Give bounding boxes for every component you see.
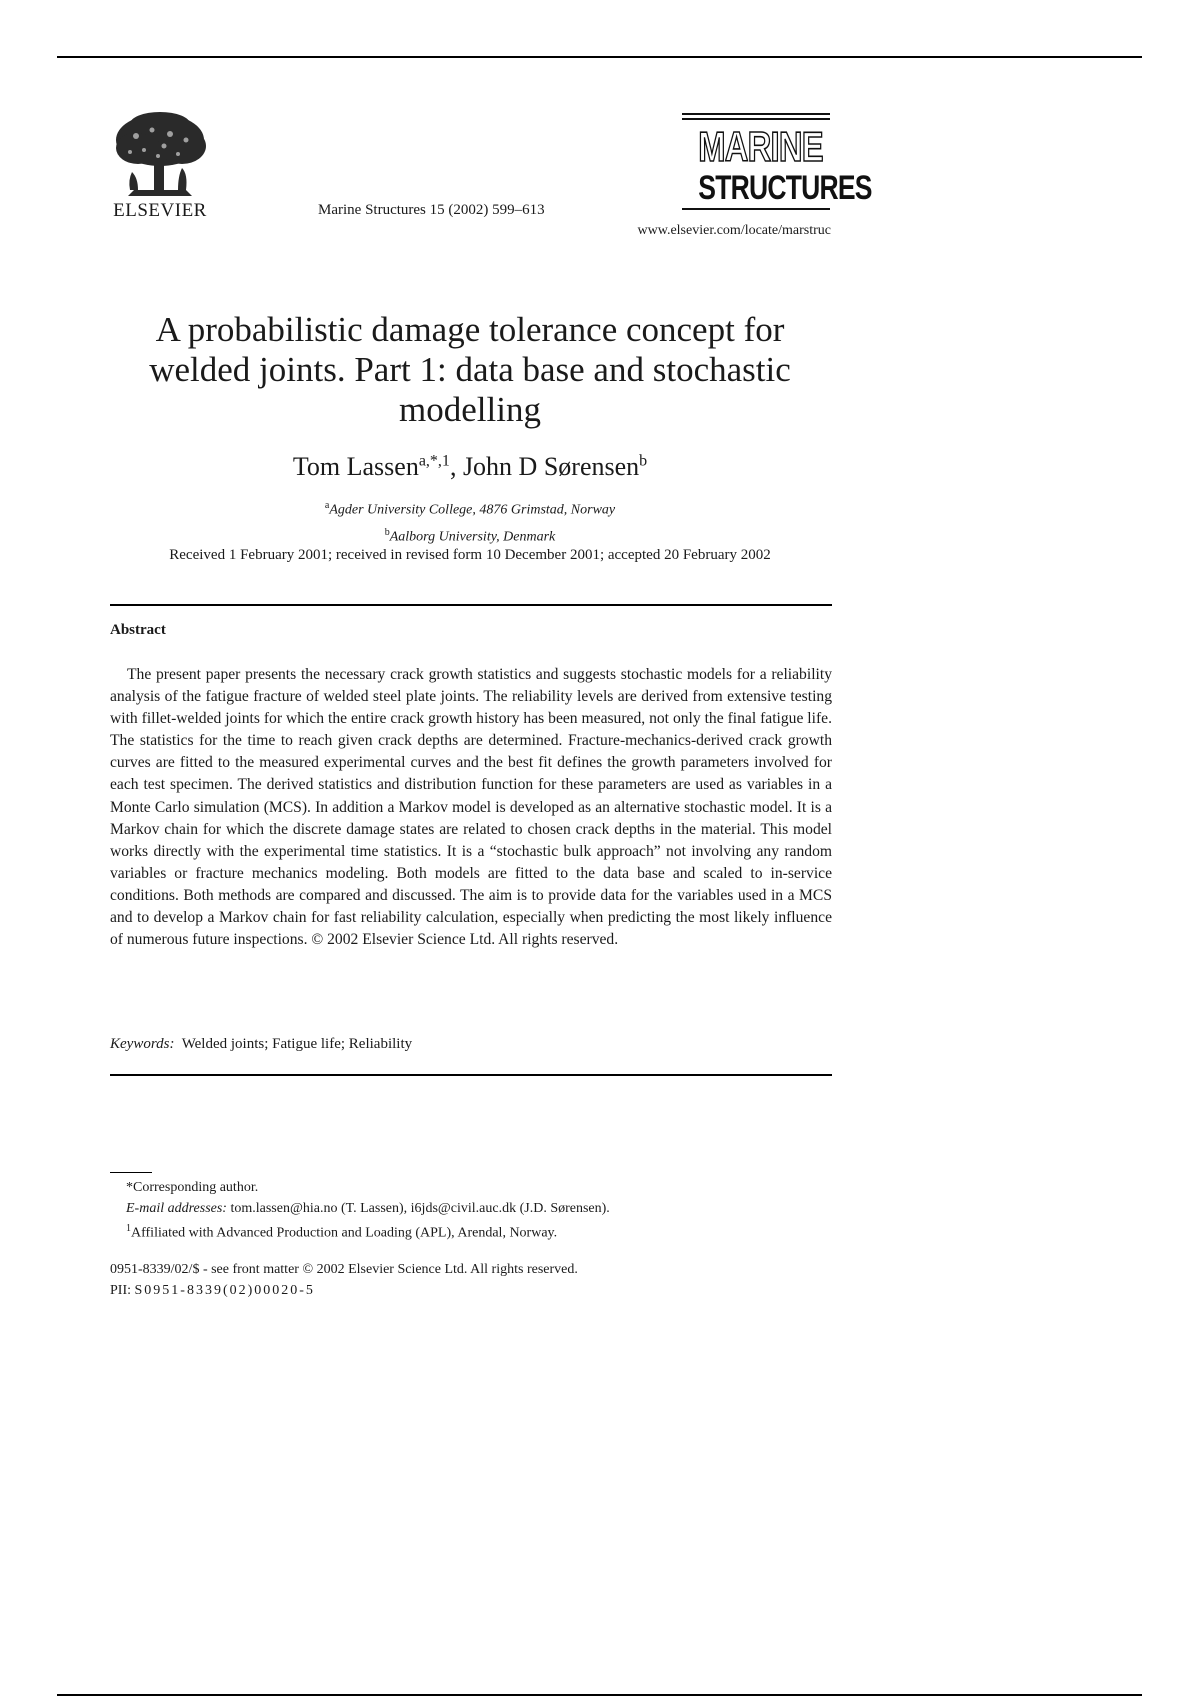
abstract-top-rule (110, 604, 832, 606)
abstract-heading: Abstract (110, 622, 166, 638)
abstract-text: The present paper presents the necessary crack growth statistics and suggests stochastic models for a reliability analysis of the fatigue fracture of welded steel plate joints. The reliability levels are derived from extensive testing with fillet-welded joints for which the entire crack growth history has been measured, not only the final fatigue life. The statistics for the time to reach given crack depths are determined. Fracture-mechanics-derived crack growth curves are fitted to the measured experimental curves and the best fit defines the growth parameters involved for each test specimen. The derived statistics and distribution function for these parameters are used as variables in a Monte Carlo simulation (MCS). In addition a Markov model is developed as an alternative stochastic model. It is a Markov chain for which the discrete damage states are related to chosen crack depths in the material. This model works directly with the experimental time statistics. It is a “stochastic bulk approach” not involving any random variables or fracture mechanics modeling. Both models are fitted to the data base and scaled to in-service conditions. Both methods are compared and discussed. The aim is to provide data for the variables used in a MCS and to develop a Markov chain for fast reliability calculation, especially when predicting the most likely influence of numerous future inspections. © 2002 Elsevier Science Ltd. All rights reserved. (110, 666, 832, 949)
pii-value: S0951-8339(02)00020-5 (134, 1282, 315, 1298)
author-name: John D Sørensen (462, 452, 640, 481)
publisher-name: ELSEVIER (113, 200, 207, 221)
affiliation-mark: a (324, 500, 330, 511)
pii-label: PII: (110, 1282, 131, 1298)
affiliation-item (110, 495, 830, 522)
article-title: A probabilistic damage tolerance concept for welded joints. Part 1: data base and stochastic modelling (149, 310, 791, 429)
journal-url[interactable]: www.elsevier.com/locate/marstruc (637, 223, 831, 238)
affiliation-text: Agder University College, 4876 Grimstad, Norway (329, 502, 616, 518)
footnote-affiliation-text: Affiliated with Advanced Production and Loading (APL), Arendal, Norway. (131, 1225, 558, 1241)
footnote-corresponding: *Corresponding author. (126, 1180, 259, 1195)
journal-citation: Marine Structures 15 (2002) 599–613 (318, 202, 545, 218)
footnote-rule (110, 1172, 152, 1173)
affiliations (110, 495, 830, 548)
page-top-rule (57, 56, 1142, 58)
email-addresses[interactable]: tom.lassen@hia.no (T. Lassen), i6jds@civil.auc.dk (J.D. Sørensen). (230, 1200, 610, 1216)
footnotes (110, 1178, 832, 1244)
received-dates: Received 1 February 2001; received in revised form 10 December 2001; accepted 20 February 2002 (169, 547, 771, 563)
pii-line (110, 1281, 832, 1302)
author-separator: , (449, 452, 463, 481)
author-name: Tom Lassen (292, 452, 419, 481)
keywords-line (110, 1036, 412, 1053)
front-matter-line: 0951-8339/02/$ - see front matter © 2002 Elsevier Science Ltd. All rights reserved. (110, 1262, 578, 1277)
journal-logo (682, 113, 872, 211)
author-marks: b (639, 452, 648, 470)
author-marks: a,*,1 (418, 452, 450, 470)
page-bottom-rule (57, 1694, 1142, 1696)
email-label: E-mail addresses: (126, 1200, 227, 1216)
footnote-affiliation (110, 1219, 832, 1244)
affiliation-mark: b (384, 526, 390, 538)
journal-logo-line2: STRUCTURES (698, 169, 872, 207)
keywords-label: Keywords: (110, 1036, 175, 1052)
front-matter (110, 1260, 832, 1301)
footnote-email (110, 1199, 832, 1220)
abstract-bottom-rule (110, 1074, 832, 1076)
journal-logo-line1: MARINE (698, 123, 823, 170)
footnote-mark: 1 (126, 1223, 131, 1234)
affiliation-item (110, 522, 830, 549)
author-list (110, 452, 830, 482)
keywords-list: Welded joints; Fatigue life; Reliability (181, 1036, 413, 1052)
affiliation-text: Aalborg University, Denmark (389, 529, 556, 545)
